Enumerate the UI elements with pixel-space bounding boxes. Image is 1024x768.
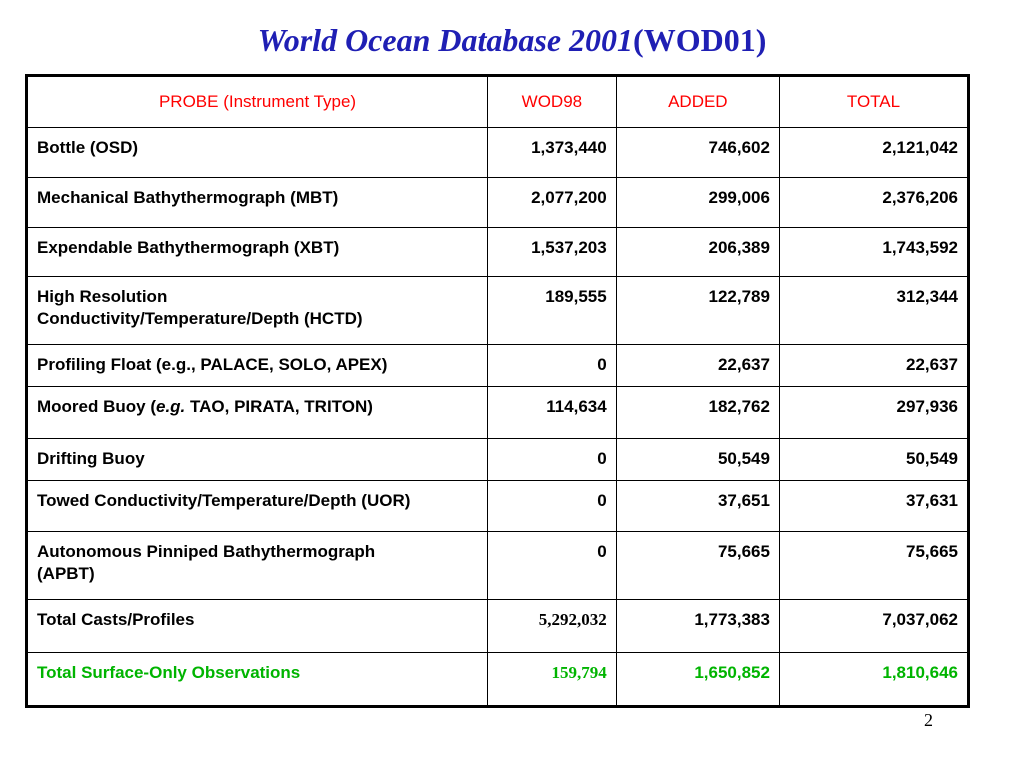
probe-cell: Towed Conductivity/Temperature/Depth (UOR) <box>27 481 488 532</box>
probe-table <box>25 74 970 708</box>
table-row <box>27 128 969 178</box>
title-plain: (WOD01) <box>633 22 767 58</box>
table-row <box>27 481 969 532</box>
probe-cell: Mechanical Bathythermograph (MBT) <box>27 178 488 228</box>
header-probe: PROBE (Instrument Type) <box>27 76 488 128</box>
table-row <box>27 600 969 653</box>
total-cell: 1,810,646 <box>779 653 968 707</box>
wod98-cell: 114,634 <box>488 387 617 439</box>
table-row <box>27 439 969 481</box>
wod98-cell: 0 <box>488 481 617 532</box>
probe-line: Conductivity/Temperature/Depth (HCTD) <box>37 309 363 328</box>
total-cell: 50,549 <box>779 439 968 481</box>
table-row <box>27 228 969 277</box>
total-cell: 2,376,206 <box>779 178 968 228</box>
slide-title <box>0 20 1024 60</box>
probe-cell: Total Surface-Only Observations <box>27 653 488 707</box>
probe-cell: Drifting Buoy <box>27 439 488 481</box>
probe-italic: e.g. <box>156 397 186 416</box>
added-cell: 746,602 <box>616 128 779 178</box>
wod98-cell: 159,794 <box>488 653 617 707</box>
probe-line: (APBT) <box>37 564 95 583</box>
added-cell: 122,789 <box>616 277 779 345</box>
added-cell: 50,549 <box>616 439 779 481</box>
probe-cell: Bottle (OSD) <box>27 128 488 178</box>
total-cell: 7,037,062 <box>779 600 968 653</box>
header-row <box>27 76 969 128</box>
wod98-cell: 189,555 <box>488 277 617 345</box>
wod98-cell: 5,292,032 <box>488 600 617 653</box>
page-number: 2 <box>924 710 933 730</box>
probe-cell: Expendable Bathythermograph (XBT) <box>27 228 488 277</box>
added-cell: 206,389 <box>616 228 779 277</box>
wod98-cell: 1,537,203 <box>488 228 617 277</box>
probe-cell <box>27 277 488 345</box>
added-cell: 37,651 <box>616 481 779 532</box>
total-cell: 75,665 <box>779 532 968 600</box>
wod98-cell: 0 <box>488 439 617 481</box>
wod98-cell: 1,373,440 <box>488 128 617 178</box>
total-cell: 312,344 <box>779 277 968 345</box>
added-cell: 1,773,383 <box>616 600 779 653</box>
probe-cell: Profiling Float (e.g., PALACE, SOLO, APEX) <box>27 345 488 387</box>
title-italic: World Ocean Database 2001 <box>257 22 634 58</box>
probe-line: High Resolution <box>37 287 168 306</box>
probe-text: Moored Buoy ( <box>37 397 156 416</box>
added-cell: 299,006 <box>616 178 779 228</box>
wod98-cell: 0 <box>488 532 617 600</box>
total-cell: 297,936 <box>779 387 968 439</box>
table-row <box>27 277 969 345</box>
wod98-cell: 2,077,200 <box>488 178 617 228</box>
table-row <box>27 653 969 707</box>
table-row <box>27 532 969 600</box>
probe-cell <box>27 532 488 600</box>
added-cell: 182,762 <box>616 387 779 439</box>
added-cell: 22,637 <box>616 345 779 387</box>
added-cell: 1,650,852 <box>616 653 779 707</box>
table-row <box>27 178 969 228</box>
header-added: ADDED <box>616 76 779 128</box>
header-wod98: WOD98 <box>488 76 617 128</box>
probe-cell <box>27 387 488 439</box>
added-cell: 75,665 <box>616 532 779 600</box>
table-row <box>27 387 969 439</box>
total-cell: 22,637 <box>779 345 968 387</box>
total-cell: 1,743,592 <box>779 228 968 277</box>
probe-text: TAO, PIRATA, TRITON) <box>185 397 373 416</box>
table-row <box>27 345 969 387</box>
total-cell: 37,631 <box>779 481 968 532</box>
wod98-cell: 0 <box>488 345 617 387</box>
total-cell: 2,121,042 <box>779 128 968 178</box>
probe-line: Autonomous Pinniped Bathythermograph <box>37 542 376 561</box>
probe-cell: Total Casts/Profiles <box>27 600 488 653</box>
header-total: TOTAL <box>779 76 968 128</box>
